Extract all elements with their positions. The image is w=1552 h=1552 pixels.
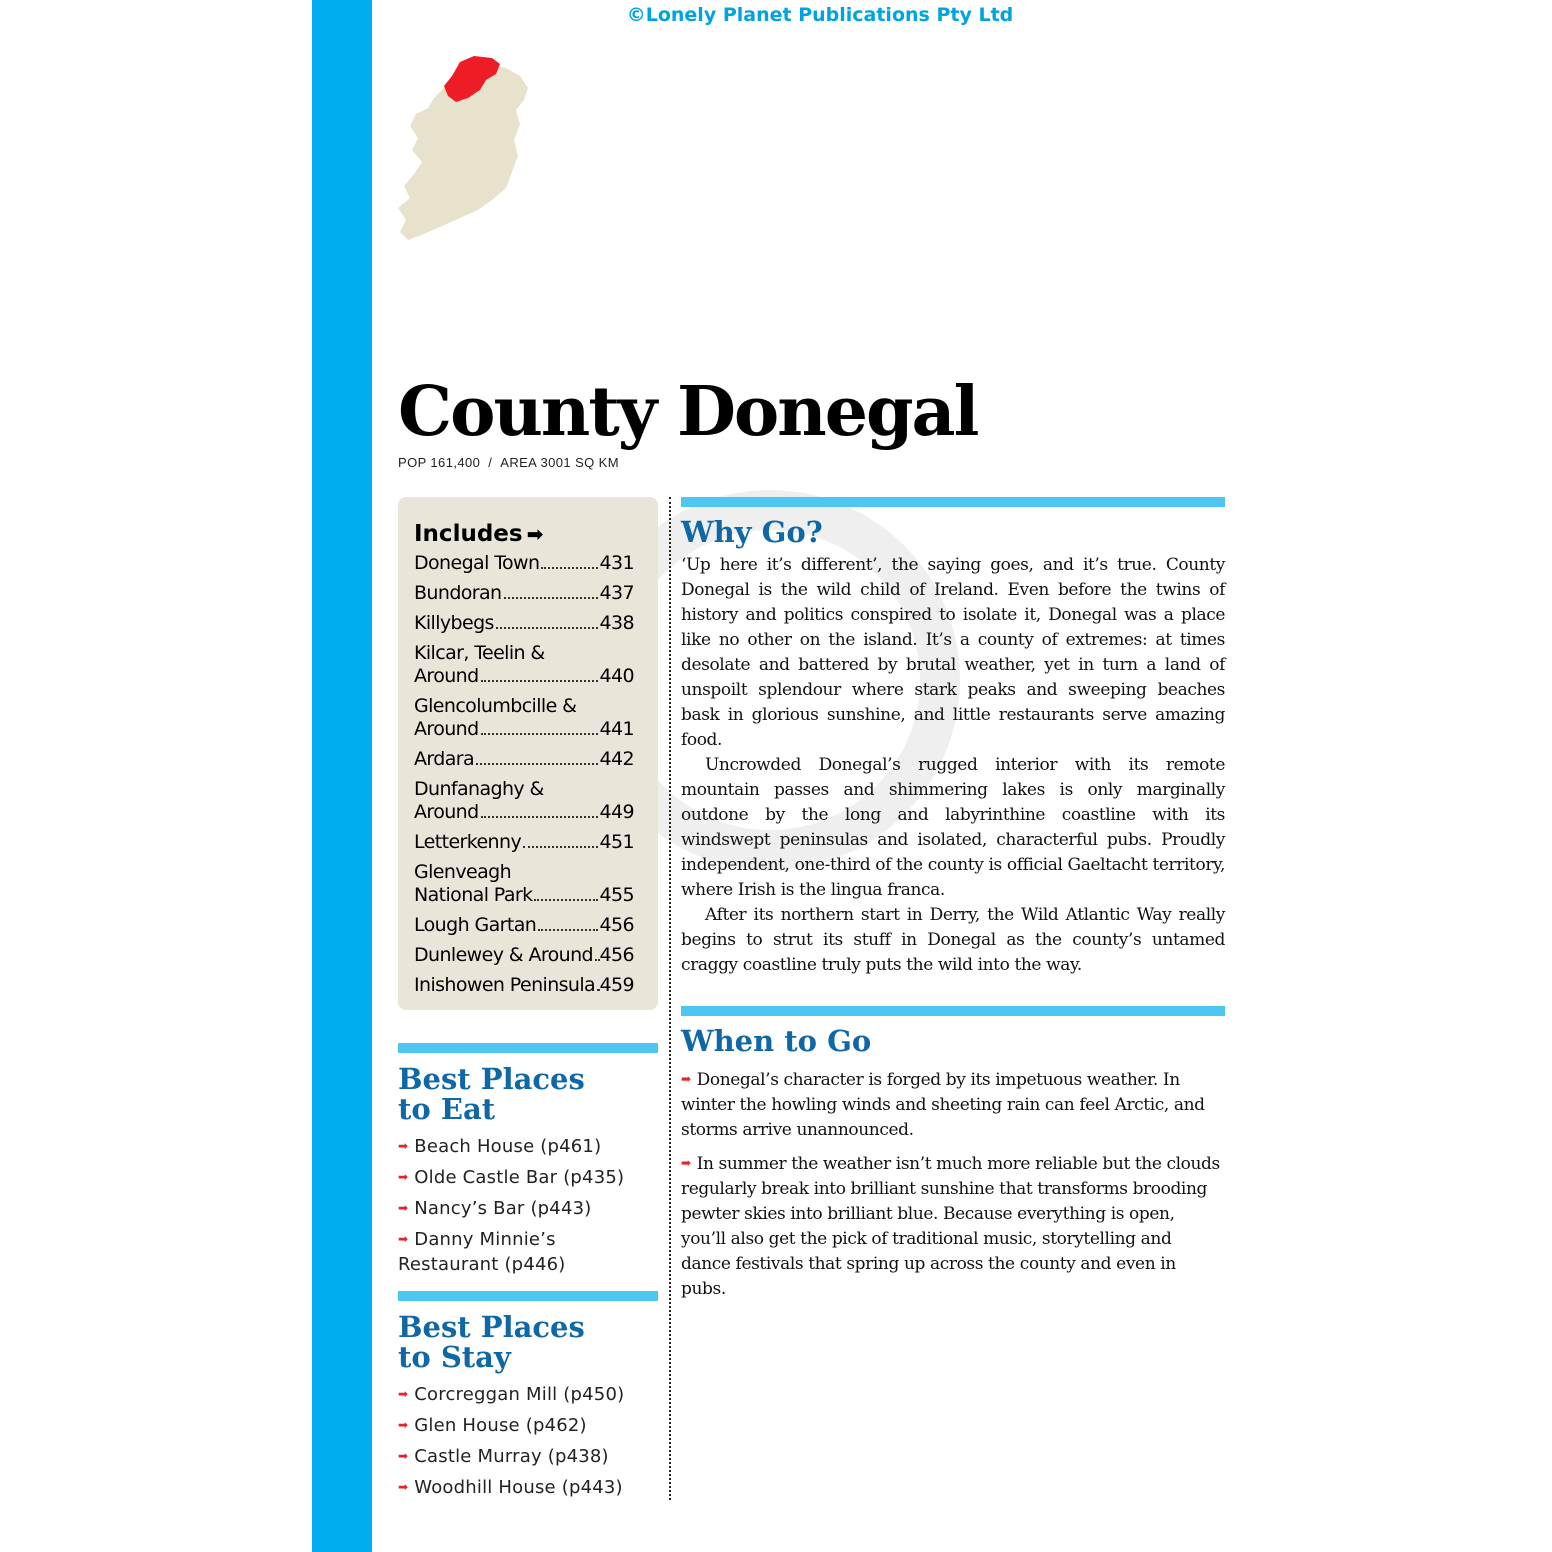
includes-list-item [414, 612, 634, 635]
dot-leader [481, 680, 598, 682]
red-arrow-bullet-icon: ➡ [398, 1170, 409, 1184]
when-to-go-text: In summer the weather isn’t much more reliable but the clouds regularly break into brilliant sunshine that transforms brooding pewter skies into brilliant blue. Because everything is open, you’ll also get the pick of traditional music, storytelling and dance festivals that spring up across the county and even in pubs. [681, 1154, 1220, 1299]
includes-item-name: Around [414, 801, 479, 823]
list-item-text: Woodhill House (p443) [414, 1477, 623, 1498]
includes-item-page: 456 [599, 944, 634, 966]
includes-list-item [414, 831, 634, 854]
best-eat-heading-line: to Eat [398, 1092, 496, 1126]
why-go-paragraph: After its northern start in Derry, the Wild Atlantic Way really begins to strut its stuff in Donegal as the county’s untamed craggy coastline truly puts the wild into the way. [681, 905, 1225, 975]
list-item [398, 1134, 660, 1159]
page-title: County Donegal [398, 372, 978, 452]
includes-item-page: 442 [599, 748, 634, 770]
includes-list-item [414, 974, 634, 997]
red-arrow-bullet-icon: ➡ [398, 1480, 409, 1494]
includes-item-row [414, 944, 634, 967]
includes-list-item [414, 748, 634, 771]
dot-leader [476, 763, 597, 765]
dot-leader [481, 733, 598, 735]
includes-item-page: 431 [599, 552, 634, 574]
includes-list [414, 552, 634, 1004]
includes-item-row [414, 748, 634, 771]
list-item-text: Castle Murray (p438) [414, 1446, 609, 1467]
when-to-go-paragraph [681, 1151, 1221, 1302]
copyright-notice: ©Lonely Planet Publications Pty Ltd [626, 4, 1014, 26]
list-item [398, 1196, 660, 1221]
includes-heading-label: Includes [414, 521, 523, 547]
area-stat: AREA 3001 SQ KM [500, 455, 619, 470]
includes-item-page: 455 [599, 884, 634, 906]
includes-item-name: Bundoran [414, 582, 502, 604]
dot-leader [595, 959, 598, 961]
includes-item-name: Lough Gartan [414, 914, 537, 936]
best-stay-rule [398, 1291, 658, 1301]
best-eat-rule [398, 1043, 658, 1053]
includes-item-name: Ardara [414, 748, 475, 770]
red-arrow-bullet-icon: ➡ [398, 1201, 409, 1215]
includes-item-row [414, 884, 634, 907]
includes-list-item [414, 861, 634, 907]
includes-list-item [414, 642, 634, 688]
list-item [398, 1475, 660, 1500]
list-item [398, 1413, 660, 1438]
includes-item-name: Letterkenny [414, 831, 522, 853]
population-stat: POP 161,400 [398, 455, 481, 470]
includes-item-name-line: Glencolumbcille & [414, 695, 577, 717]
dot-leader [538, 929, 597, 931]
why-go-paragraph: ‘Up here it’s different’, the saying goes, and it’s true. County Donegal is the wild child of Ireland. Even before the twins of history and politics conspired to isolate it, Donegal was a place like no other on the island. It’s a county of extremes: at times desolate and battered by brutal weather, yet in turn a land of unspoilt splendour where stark peaks and sweeping beaches bask in glorious sunshine, and little restaurants serve amazing food. [681, 555, 1225, 750]
list-item [398, 1444, 660, 1469]
red-arrow-bullet-icon: ➡ [681, 1156, 691, 1170]
includes-item-page: 449 [599, 801, 634, 823]
includes-list-item [414, 695, 634, 741]
includes-list-item [414, 582, 634, 605]
list-item [398, 1227, 660, 1277]
list-item [398, 1382, 660, 1407]
includes-item-name: National Park [414, 884, 533, 906]
red-arrow-bullet-icon: ➡ [398, 1139, 409, 1153]
includes-list-item [414, 552, 634, 575]
includes-list-item [414, 944, 634, 967]
red-arrow-bullet-icon: ➡ [398, 1418, 409, 1432]
includes-item-page: 438 [599, 612, 634, 634]
when-to-go-rule [681, 1006, 1225, 1016]
best-eat-heading [398, 1064, 585, 1124]
chapter-sidebar-bar [312, 0, 372, 1552]
red-arrow-bullet-icon: ➡ [398, 1449, 409, 1463]
includes-item-name: Around [414, 718, 479, 740]
includes-item-name: Donegal Town [414, 552, 540, 574]
includes-item-row [414, 974, 634, 997]
red-arrow-bullet-icon: ➡ [398, 1387, 409, 1401]
list-item-text: Danny Minnie’s Restaurant (p446) [398, 1229, 566, 1275]
why-go-rule [681, 497, 1225, 507]
includes-item-name: Around [414, 665, 479, 687]
includes-item-page: 459 [599, 974, 634, 996]
includes-item-row [414, 612, 634, 635]
best-stay-list [398, 1382, 660, 1506]
when-to-go-paragraph [681, 1067, 1221, 1143]
best-stay-heading [398, 1312, 585, 1372]
includes-item-page: 456 [599, 914, 634, 936]
list-item-text: Glen House (p462) [414, 1415, 587, 1436]
why-go-paragraph: Uncrowded Donegal’s rugged interior with its remote mountain passes and shimmering lakes is only marginally outdone by the long and labyrinthine coastline with its windswept peninsulas and isolated, characterful pubs. Proudly independent, one-third of the county is official Gaeltacht territory, where Irish is the lingua franca. [681, 755, 1225, 900]
dot-leader [496, 627, 598, 629]
includes-item-page: 441 [599, 718, 634, 740]
includes-box [398, 497, 658, 1010]
black-arrow-icon: ➡ [526, 522, 544, 546]
includes-item-name: Killybegs [414, 612, 494, 634]
includes-item-name-line: Dunfanaghy & [414, 778, 544, 800]
includes-item-row [414, 914, 634, 937]
why-go-heading: Why Go? [681, 515, 823, 549]
includes-list-item [414, 914, 634, 937]
ireland-locator-map-icon [396, 54, 548, 244]
why-go-body [681, 553, 1225, 978]
includes-item-row [414, 552, 634, 575]
includes-item-row [414, 801, 634, 824]
list-item-text: Corcreggan Mill (p450) [414, 1384, 625, 1405]
list-item [398, 1165, 660, 1190]
includes-list-item [414, 778, 634, 824]
dot-leader [523, 846, 597, 848]
includes-item-row [414, 665, 634, 688]
includes-item-row [414, 831, 634, 854]
dot-leader [534, 899, 597, 901]
includes-item-page: 437 [599, 582, 634, 604]
best-eat-list [398, 1134, 660, 1283]
list-item-text: Beach House (p461) [414, 1136, 602, 1157]
includes-item-name-line: Kilcar, Teelin & [414, 642, 545, 664]
when-to-go-text: Donegal’s character is forged by its impetuous weather. In winter the howling winds and sheeting rain can feel Arctic, and storms arrive unannounced. [681, 1070, 1205, 1140]
dot-leader [481, 816, 598, 818]
dot-leader [504, 597, 598, 599]
stats-separator: / [488, 455, 493, 470]
includes-item-page: 440 [599, 665, 634, 687]
list-item-text: Olde Castle Bar (p435) [414, 1167, 625, 1188]
best-stay-heading-line: Best Places [398, 1310, 585, 1344]
when-to-go-heading: When to Go [681, 1024, 872, 1058]
red-arrow-bullet-icon: ➡ [681, 1072, 691, 1086]
includes-item-page: 451 [599, 831, 634, 853]
includes-heading [414, 521, 543, 547]
includes-item-name: Inishowen Peninsula [414, 974, 596, 996]
best-stay-heading-line: to Stay [398, 1340, 511, 1374]
includes-item-row [414, 582, 634, 605]
includes-item-name-line: Glenveagh [414, 861, 512, 883]
when-to-go-body [681, 1067, 1221, 1310]
list-item-text: Nancy’s Bar (p443) [414, 1198, 592, 1219]
best-eat-heading-line: Best Places [398, 1062, 585, 1096]
county-stats [398, 455, 619, 470]
includes-item-row [414, 718, 634, 741]
red-arrow-bullet-icon: ➡ [398, 1232, 409, 1246]
dot-leader [541, 567, 597, 569]
includes-item-name: Dunlewey & Around [414, 944, 594, 966]
column-divider [669, 497, 671, 1500]
